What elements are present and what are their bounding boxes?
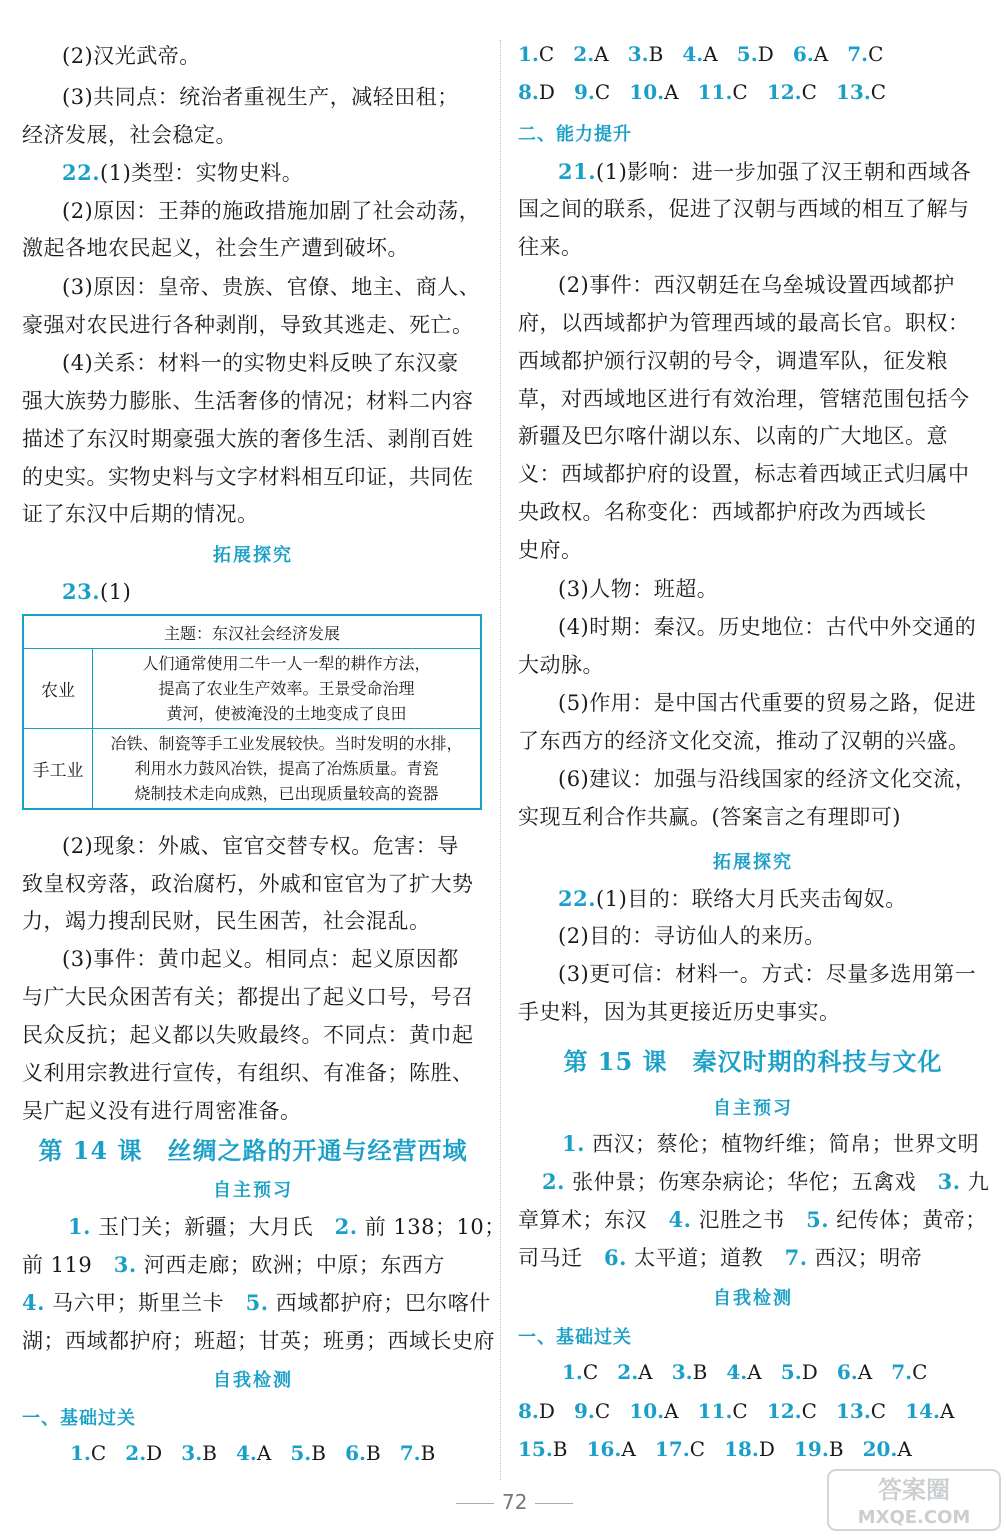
text-line: 了东西方的经济文化交流，推动了汉朝的兴盛。 — [518, 729, 970, 753]
text-line: 豪强对农民进行各种剥削，导致其逃走、死亡。 — [22, 313, 474, 337]
q22-part1: 22.(1)目的：联络大月氏夹击匈奴。 — [558, 886, 907, 911]
text-line: (2)原因：王莽的施政措施加剧了社会动荡， — [62, 199, 481, 223]
text-line: (3)原因：皇帝、贵族、官僚、地主、商人、 — [62, 275, 481, 299]
heading-self-check: 自我检测 — [713, 1288, 793, 1309]
q23-number: 23. — [62, 579, 101, 604]
answer-row: 1.C 2.A 3.B 4.A 5.D 6.A 7.C — [518, 42, 884, 66]
text-line: (6)建议：加强与沿线国家的经济文化交流， — [558, 767, 977, 791]
text-line: 实现互利合作共赢。(答案言之有理即可) — [518, 805, 901, 829]
text-line: 义利用宗教进行宣传，有组织、有准备；陈胜、 — [22, 1061, 474, 1085]
text-line: (3)共同点：统治者重视生产，减轻田租； — [62, 85, 459, 109]
text-line: 往来。 — [518, 235, 583, 259]
svg-text:MXQE.COM: MXQE.COM — [857, 1507, 971, 1528]
text-line: 新疆及巴尔喀什湖以东、以南的广大地区。意 — [518, 424, 948, 448]
text-line: 西域都护颁行汉朝的号令，调遣军队，征发粮 — [518, 349, 948, 373]
section-ability: 二、能力提升 — [518, 124, 632, 145]
answer-row: 1.C 2.A 3.B 4.A 5.D 6.A 7.C — [562, 1360, 928, 1384]
text-line: (2)事件：西汉朝廷在乌垒城设置西域都护 — [558, 273, 955, 297]
heading-explore: 拓展探究 — [213, 545, 293, 566]
text-line: 民众反抗；起义都以失败最终。不同点：黄巾起 — [22, 1023, 474, 1047]
table-row — [23, 729, 481, 810]
heading-self-check: 自我检测 — [213, 1370, 293, 1391]
text-line: 与广大民众困苦有关；都提出了起义口号，号召 — [22, 985, 474, 1009]
section-basic: 一、基础过关 — [518, 1327, 632, 1348]
text-line: (4)时期：秦汉。历史地位：古代中外交通的 — [558, 615, 977, 639]
heading-preview: 自主预习 — [213, 1180, 293, 1201]
answer-row: 8.D 9.C 10.A 11.C 12.C 13.C — [518, 80, 887, 104]
preview-item: 司马迁 6. 太平道；道教 7. 西汉；明帝 — [518, 1245, 923, 1270]
page-number: 72 — [448, 1490, 581, 1514]
answer-row: 8.D 9.C 10.A 11.C 12.C 13.C 14.A — [518, 1399, 955, 1423]
economy-table — [22, 614, 482, 810]
preview-item: 前 119 3. 河西走廊；欧洲；中原；东西方 — [22, 1252, 445, 1277]
text-line: (5)作用：是中国古代重要的贸易之路，促进 — [558, 691, 977, 715]
text-line: 经济发展，社会稳定。 — [22, 123, 237, 147]
text-line: 激起各地农民起义，社会生产遭到破坏。 — [22, 236, 409, 260]
preview-item: 1. 玉门关；新疆；大月氏 2. 前 138；10； — [68, 1214, 506, 1239]
text-line: 央政权。名称变化：西域都护府改为西域长 — [518, 500, 927, 524]
answer-row: 1.C 2.D 3.B 4.A 5.B 6.B 7.B — [70, 1441, 436, 1465]
text-line: 草，对西域地区进行有效治理，管辖范围包括今 — [518, 387, 970, 411]
preview-item: 1. 西汉；蔡伦；植物纤维；简帛；世界文明 — [562, 1131, 980, 1156]
table-row — [23, 649, 481, 729]
text-line: (4)关系：材料一的实物史料反映了东汉豪 — [62, 351, 459, 375]
table-title: 主题：东汉社会经济发展 — [23, 615, 481, 649]
text-line: (3)更可信：材料一。方式：尽量多选用第一 — [558, 962, 977, 986]
text-line: 国之间的联系，促进了汉朝与西域的相互了解与 — [518, 197, 970, 221]
text-line: 史府。 — [518, 538, 583, 562]
column-divider — [500, 40, 501, 1480]
preview-item: 湖；西域都护府；班超；甘英；班勇；西域长史府 — [22, 1329, 495, 1353]
text-line: 证了东汉中后期的情况。 — [22, 502, 259, 526]
heading-preview: 自主预习 — [713, 1098, 793, 1119]
q22-number: 22. — [558, 886, 597, 911]
q22-part1: 22.(1)类型：实物史料。 — [62, 160, 304, 185]
table-title-row — [23, 615, 481, 649]
q22-number: 22. — [62, 160, 101, 185]
lesson-14-title: 第 14 课 丝绸之路的开通与经营西域 — [38, 1136, 468, 1165]
text-line: 吴广起义没有进行周密准备。 — [22, 1099, 302, 1123]
text-line: (2)汉光武帝。 — [62, 44, 201, 68]
text-line: 的史实。实物史料与文字材料相互印证，共同佐 — [22, 465, 474, 489]
text-line: 强大族势力膨胀、生活奢侈的情况；材料二内容 — [22, 389, 474, 413]
preview-item: 2. 张仲景；伤寒杂病论；华佗；五禽戏 3. 九 — [542, 1169, 990, 1194]
text-line: (2)现象：外戚、宦官交替专权。危害：导 — [62, 834, 459, 858]
text-line: 大动脉。 — [518, 653, 604, 677]
section-basic: 一、基础过关 — [22, 1408, 136, 1429]
text-line: (3)人物：班超。 — [558, 577, 719, 601]
table-category: 农业 — [23, 649, 93, 729]
text-line: 义：西域都护府的设置，标志着西域正式归属中 — [518, 462, 970, 486]
text-line: 致皇权旁落，政治腐朽，外戚和宦官为了扩大势 — [22, 872, 474, 896]
q21-number: 21. — [558, 159, 597, 184]
watermark-logo — [826, 1468, 1002, 1532]
preview-item: 章算术；东汉 4. 氾胜之书 5. 纪传体；黄帝； — [518, 1207, 987, 1232]
table-cell: 冶铁、制瓷等手工业发展较快。当时发明的水排， 利用水力鼓风冶铁，提高了冶炼质量。青瓷 烧制技术走向成熟，已出现质量较高的瓷器 — [93, 729, 482, 810]
text-line: 描述了东汉时期豪强大族的奢侈生活、剥削百姓 — [22, 427, 474, 451]
preview-item: 4. 马六甲；斯里兰卡 5. 西域都护府；巴尔喀什 — [22, 1290, 491, 1315]
q23-intro: 23.(1) — [62, 579, 132, 604]
answer-row: 15.B 16.A 17.C 18.D 19.B 20.A — [518, 1437, 912, 1461]
text-line: (3)事件：黄巾起义。相同点：起义原因都 — [62, 947, 459, 971]
heading-explore: 拓展探究 — [713, 852, 793, 873]
text-line: 府，以西域都护为管理西域的最高长官。职权： — [518, 311, 970, 335]
table-category: 手工业 — [23, 729, 93, 810]
q21-part1: 21.(1)影响：进一步加强了汉王朝和西域各 — [558, 159, 972, 184]
text-line: (2)目的：寻访仙人的来历。 — [558, 924, 826, 948]
text-line: 力，竭力搜刮民财，民生困苦，社会混乱。 — [22, 909, 431, 933]
table-cell: 人们通常使用二牛一人一犁的耕作方法， 提高了农业生产效率。王景受命治理 黄河，使被淹没的土地变成了良田 — [93, 649, 482, 729]
lesson-15-title: 第 15 课 秦汉时期的科技与文化 — [563, 1047, 943, 1076]
svg-text:答案圈: 答案圈 — [878, 1476, 950, 1504]
text-line: 手史料，因为其更接近历史事实。 — [518, 1000, 841, 1024]
